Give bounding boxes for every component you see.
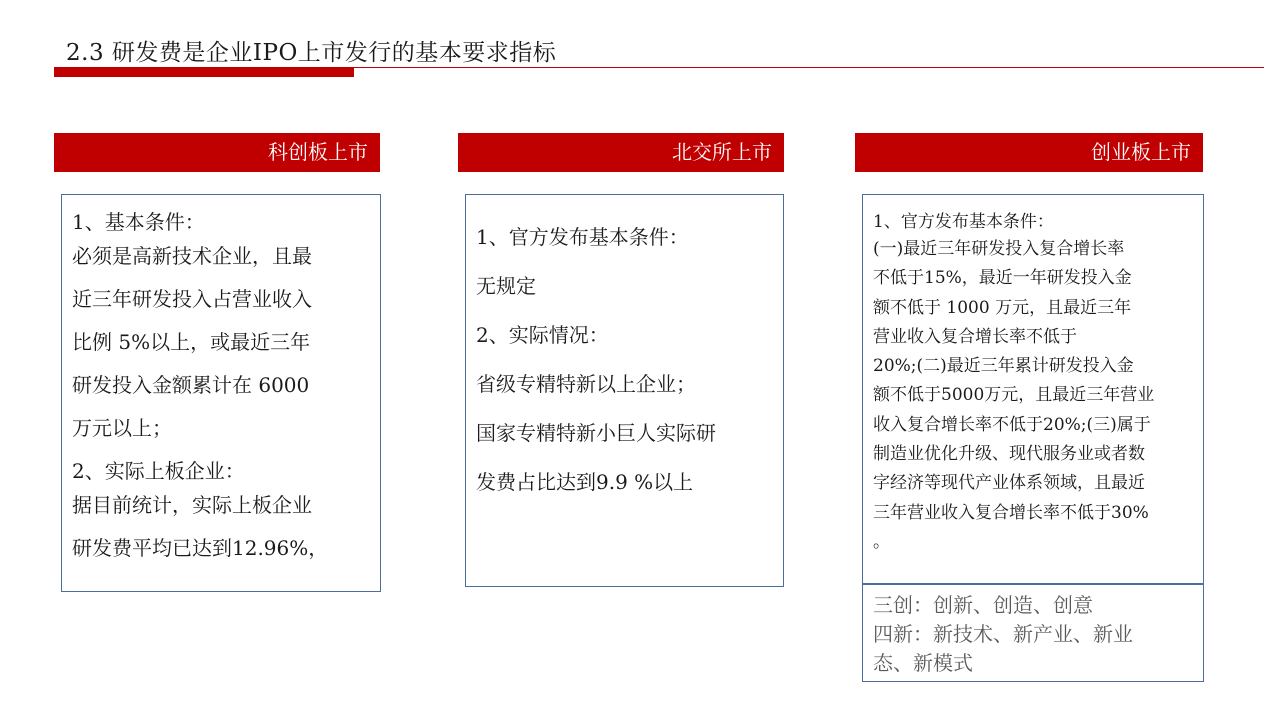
header-chuangye: 创业板上市 (855, 133, 1203, 172)
chuangye-line: 制造业优化升级、现代服务业或者数 (873, 444, 1145, 465)
kechuang-heading-1: 1、基本条件： (72, 210, 205, 234)
beijiao-line: 1、官方发布基本条件： (476, 225, 689, 249)
kechuang-line: 据目前统计，实际上板企业 (72, 493, 312, 517)
box-beijiao (465, 194, 784, 587)
kechuang-line: 比例 5%以上，或最近三年 (72, 330, 311, 354)
kechuang-line: 必须是高新技术企业，且最 (72, 244, 312, 268)
beijiao-line: 发费占比达到9.9 %以上 (476, 470, 694, 494)
kechuang-line: 研发投入金额累计在 6000 (72, 373, 310, 397)
beijiao-line: 省级专精特新以上企业； (476, 372, 696, 396)
chuangye-line: 20%;(二)最近三年累计研发投入金 (873, 356, 1134, 377)
kechuang-line: 万元以上； (72, 416, 172, 440)
beijiao-line: 国家专精特新小巨人实际研 (476, 421, 716, 445)
beijiao-line: 2、实际情况： (476, 323, 609, 347)
note-line: 态、新模式 (873, 651, 973, 675)
kechuang-line: 研发费平均已达到12.96%， (72, 536, 329, 560)
chuangye-line: 收入复合增长率不低于20%;(三)属于 (873, 414, 1151, 435)
chuangye-line: (一)最近三年研发投入复合增长率 (873, 239, 1125, 259)
chuangye-line: 不低于15%，最近一年研发投入金 (873, 268, 1132, 289)
box-kechuang (61, 194, 381, 592)
header-kechuang: 科创板上市 (54, 133, 380, 172)
chuangye-line: 营业收入复合增长率不低于 (873, 326, 1077, 347)
chuangye-line: 字经济等现代产业体系领域，且最近 (873, 473, 1145, 494)
box-chuangye-note (862, 584, 1204, 682)
chuangye-line: 三年营业收入复合增长率不低于30% (873, 502, 1149, 523)
title-accent-bar (54, 67, 354, 77)
chuangye-line: 1、官方发布基本条件： (873, 212, 1054, 232)
chuangye-line: 额不低于 1000 万元，且最近三年 (873, 297, 1132, 318)
page-title: 2.3 研发费是企业IPO上市发行的基本要求指标 (66, 40, 557, 66)
kechuang-line: 近三年研发投入占营业收入 (72, 287, 312, 311)
chuangye-line: 。 (873, 531, 890, 552)
chuangye-line: 额不低于5000万元，且最近三年营业 (873, 385, 1155, 406)
beijiao-line: 无规定 (476, 274, 536, 298)
note-line: 三创：创新、创造、创意 (873, 593, 1093, 617)
kechuang-heading-2: 2、实际上板企业： (72, 459, 245, 483)
header-beijiao: 北交所上市 (458, 133, 784, 172)
box-chuangye (862, 194, 1204, 584)
note-line: 四新：新技术、新产业、新业 (873, 622, 1133, 646)
